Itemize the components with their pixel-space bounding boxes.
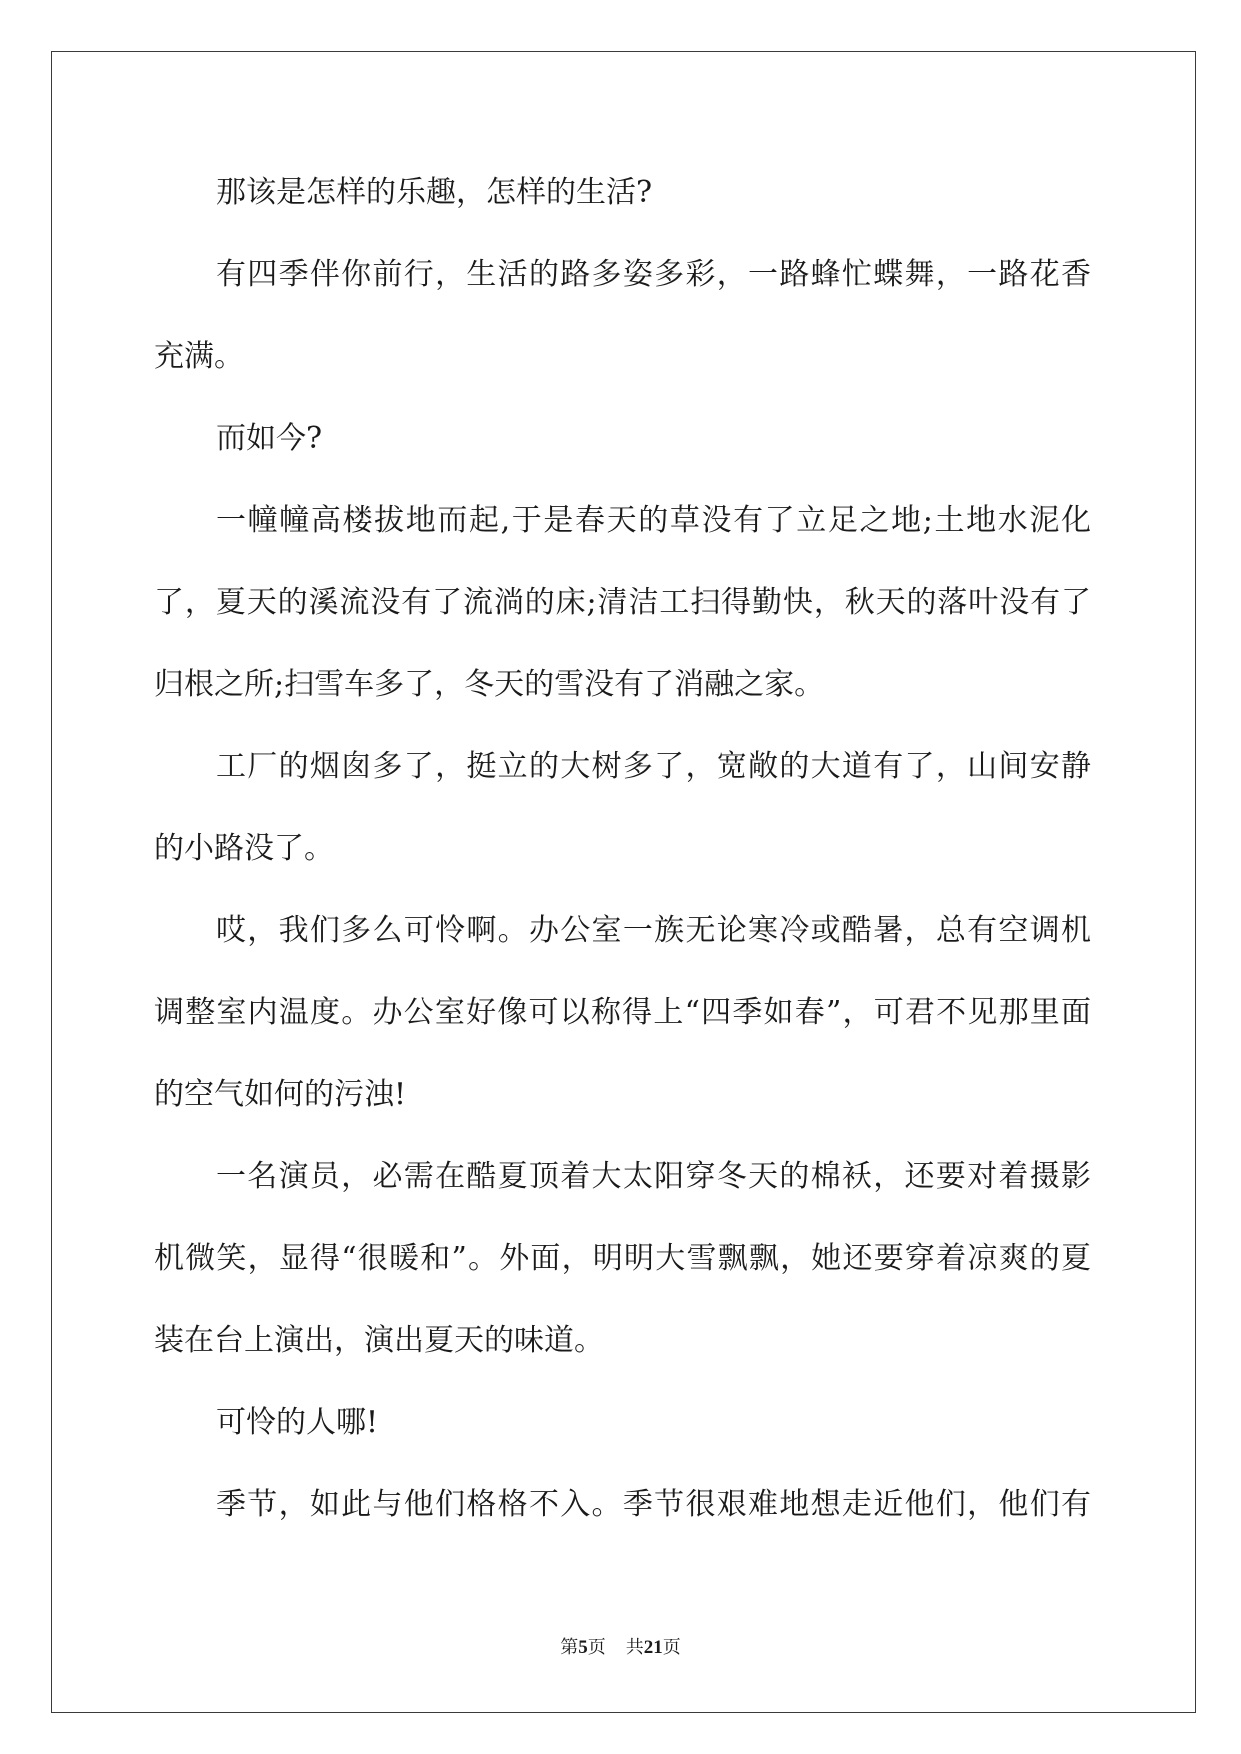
page-footer — [0, 1636, 1241, 1660]
paragraph-line: 的小路没了。 — [154, 831, 334, 866]
footer-total-prefix: 共 — [625, 1637, 644, 1658]
paragraph — [154, 480, 1091, 726]
paragraph-line: 充满。 — [154, 339, 244, 374]
paragraph-line: 而如今? — [216, 421, 323, 456]
paragraph — [154, 152, 1091, 234]
paragraph — [154, 1382, 1091, 1464]
paragraph-line: 有四季伴你前行，生活的路多姿多彩，一路蜂忙蝶舞，一路花香 — [216, 257, 1091, 292]
footer-page-number: 5 — [578, 1637, 588, 1658]
paragraph — [154, 890, 1091, 1136]
paragraph-line: 的空气如何的污浊! — [154, 1077, 407, 1112]
paragraph — [154, 1136, 1091, 1382]
paragraph — [154, 398, 1091, 480]
paragraph-line: 装在台上演出，演出夏天的味道。 — [154, 1323, 604, 1358]
footer-page-prefix: 第 — [560, 1637, 579, 1658]
document-body — [154, 152, 1091, 1546]
paragraph-line: 哎，我们多么可怜啊。办公室一族无论寒冷或酷暑，总有空调机 — [216, 913, 1091, 948]
footer-total-pages: 21 — [643, 1637, 663, 1658]
paragraph-line: 了，夏天的溪流没有了流淌的床;清洁工扫得勤快，秋天的落叶没有了 — [154, 585, 1091, 620]
paragraph-line: 归根之所;扫雪车多了，冬天的雪没有了消融之家。 — [154, 667, 825, 702]
paragraph-line: 一幢幢高楼拔地而起,于是春天的草没有了立足之地;土地水泥化 — [216, 503, 1091, 538]
paragraph-line: 调整室内温度。办公室好像可以称得上“四季如春”，可君不见那里面 — [154, 995, 1091, 1030]
paragraph-line: 工厂的烟囱多了，挺立的大树多了，宽敞的大道有了，山间安静 — [216, 749, 1091, 784]
footer-page-suffix: 页 — [587, 1637, 606, 1658]
paragraph — [154, 726, 1091, 890]
paragraph-line: 季节，如此与他们格格不入。季节很艰难地想走近他们，他们有 — [216, 1487, 1091, 1522]
paragraph — [154, 1464, 1091, 1546]
paragraph-line: 可怜的人哪! — [216, 1405, 379, 1440]
paragraph — [154, 234, 1091, 398]
paragraph-line: 机微笑，显得“很暖和”。外面，明明大雪飘飘，她还要穿着凉爽的夏 — [154, 1241, 1091, 1276]
footer-total-suffix: 页 — [662, 1637, 681, 1658]
paragraph-line: 一名演员，必需在酷夏顶着大太阳穿冬天的棉袄，还要对着摄影 — [216, 1159, 1091, 1194]
paragraph-line: 那该是怎样的乐趣，怎样的生活? — [216, 175, 653, 210]
